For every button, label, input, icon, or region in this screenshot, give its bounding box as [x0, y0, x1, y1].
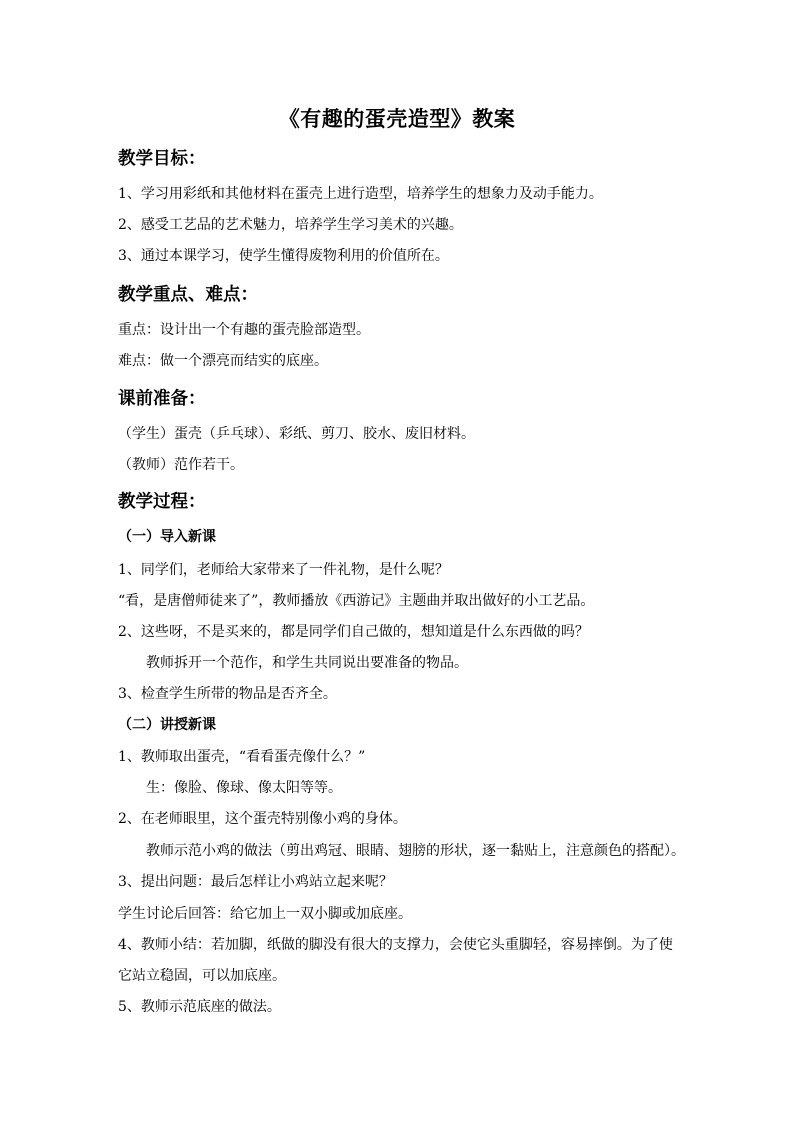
- preparation-heading: 课前准备：: [118, 389, 206, 409]
- objective-item: 2、感受工艺品的艺术魅力，培养学生学习美术的兴趣。: [118, 217, 463, 233]
- preparation-item: （学生）蛋壳（乒乓球）、彩纸、剪刀、胶水、废旧材料。: [118, 426, 475, 442]
- process-line: 教师拆开一个范作，和学生共同说出要准备的物品。: [146, 655, 468, 671]
- keypoint-item: 难点：做一个漂亮而结实的底座。: [118, 353, 328, 369]
- process-part2-title: （二）讲授新课: [118, 717, 216, 733]
- process-line: 它站立稳固，可以加底座。: [118, 968, 286, 984]
- process-line: 3、提出问题：最后怎样让小鸡站立起来呢？: [118, 874, 393, 890]
- process-part1-title: （一）导入新课: [118, 529, 216, 545]
- keypoints-heading: 教学重点、难点：: [118, 285, 258, 305]
- process-line: 1、同学们，老师给大家带来了一件礼物，是什么呢？: [118, 562, 449, 578]
- process-line: 4、教师小结：若加脚，纸做的脚没有很大的支撑力，会使它头重脚轻，容易摔倒。为了使: [118, 937, 673, 953]
- process-line: 2、这些呀，不是买来的，都是同学们自己做的，想知道是什么东西做的吗？: [118, 624, 589, 640]
- process-line: “看，是唐僧师徒来了”，教师播放《西游记》主题曲并取出做好的小工艺品。: [118, 593, 595, 609]
- process-line: 2、在老师眼里，这个蛋壳特别像小鸡的身体。: [118, 811, 407, 827]
- process-line: 3、检查学生所带的物品是否齐全。: [118, 686, 337, 702]
- process-line: 学生讨论后回答：给它加上一双小脚或加底座。: [118, 906, 412, 922]
- objective-item: 1、学习用彩纸和其他材料在蛋壳上进行造型，培养学生的想象力及动手能力。: [118, 186, 603, 202]
- preparation-item: （教师）范作若干。: [118, 457, 244, 473]
- objectives-heading: 教学目标：: [118, 149, 206, 169]
- document-title: 《有趣的蛋壳造型》教案: [278, 106, 516, 131]
- process-line: 1、教师取出蛋壳，“看看蛋壳像什么？”: [118, 749, 366, 765]
- process-line: 教师示范小鸡的做法（剪出鸡冠、眼睛、翅膀的形状，逐一黏贴上，注意颜色的搭配）。: [146, 843, 685, 859]
- process-line: 5、教师示范底座的做法。: [118, 999, 281, 1015]
- keypoint-item: 重点：设计出一个有趣的蛋壳脸部造型。: [118, 322, 370, 338]
- process-line: 生：像脸、像球、像太阳等等。: [146, 780, 342, 796]
- objective-item: 3、通过本课学习，使学生懂得废物利用的价值所在。: [118, 248, 449, 264]
- process-heading: 教学过程：: [118, 492, 206, 512]
